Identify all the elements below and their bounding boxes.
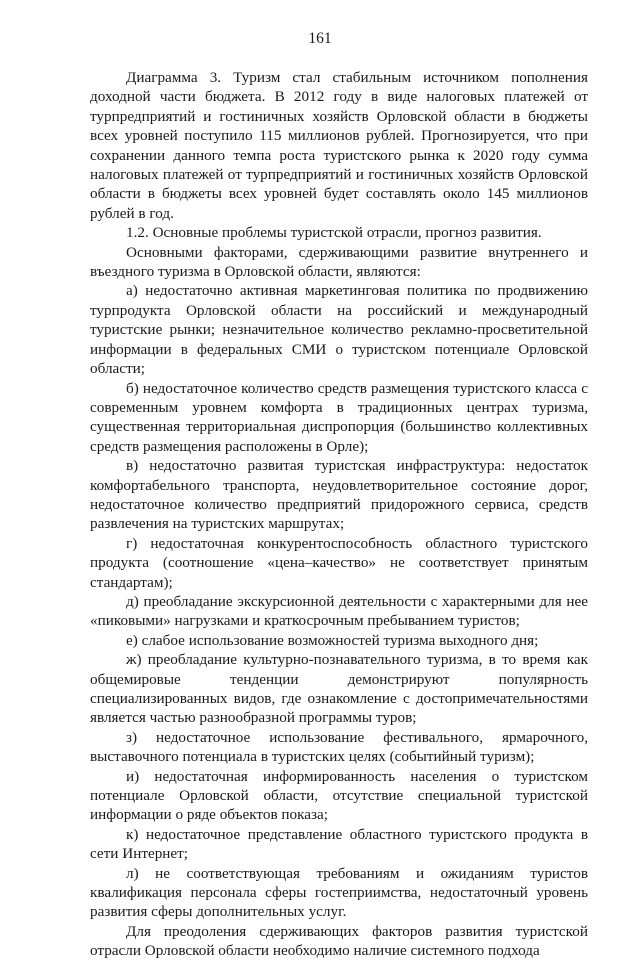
section-heading-1-2: 1.2. Основные проблемы туристской отрасли, прогноз развития. [126,224,542,242]
document-body [90,68,588,961]
list-item-g: г) недостаточная конкурентоспособность областного туристского продукта (соотношение «цена–качество» не соответствует принятым стандартам); [90,534,588,591]
list-item-b: б) недостаточное количество средств размещения туристского класса с современным уровнем комфорта в традиционных центрах туризма, существенная территориальная диспропорция (большинство коллективных средств размещения расположены в Орле); [90,379,588,455]
list-item-v: в) недостаточно развитая туристская инфраструктура: недостаток комфортабельного транспорта, неудовлетворительное состояние дорог, недостаточное количество предприятий придорожного сервиса, средств развлечения на туристских маршрутах; [90,457,588,533]
list-item-zh: ж) преобладание культурно-познавательного туризма, в то время как общемировые тенденции демонстрируют популярность специализированных видов, где ознакомление с достопримечательностями является частью разнообразной программы туров; [90,651,588,727]
list-item-d: д) преобладание экскурсионной деятельности с характерными для нее «пиковыми» нагрузками и краткосрочным пребыванием туристов; [90,592,588,630]
paragraph-overcoming-factors: Для преодоления сдерживающих факторов развития туристской отрасли Орловской области необходимо наличие системного подхода [90,922,588,960]
paragraph-factors-intro: Основными факторами, сдерживающими развитие внутреннего и въездного туризма в Орловской области, являются: [90,243,588,281]
list-item-a: а) недостаточно активная маркетинговая политика по продвижению турпродукта Орловской области на российский и международный туристские рынки; незначительное количество рекламно-просветительной информации в федеральных СМИ о туристском потенциале Орловской области; [90,282,588,378]
page-number: 161 [308,30,332,47]
list-item-k: к) недостаточное представление областного туристского продукта в сети Интернет; [90,825,588,863]
list-item-e: е) слабое использование возможностей туризма выходного дня; [126,631,539,649]
list-item-l: л) не соответствующая требованиям и ожиданиям туристов квалификация персонала сферы гостеприимства, недостаточный уровень развития сферы дополнительных услуг. [90,864,588,921]
list-item-i: и) недостаточная информированность населения о туристском потенциале Орловской области, отсутствие специальной туристской информации о ряде объектов показа; [90,767,588,824]
list-item-z: з) недостаточное использование фестивального, ярмарочного, выставочного потенциала в туристских целях (событийный туризм); [90,728,588,766]
paragraph-diagram-3-budget: Диаграмма 3. Туризм стал стабильным источником пополнения доходной части бюджета. В 2012 году в виде налоговых платежей от турпредприятий и гостиничных хозяйств Орловской области в бюджеты всех уровней поступило 115 миллионов рублей. Прогнозируется, что при сохранении данного темпа роста туристского рынка к 2020 году сумма налоговых платежей от турпредприятий и гостиничных хозяйств Орловской области в бюджеты всех уровней будет составлять около 145 миллионов рублей в год. [90,69,588,222]
